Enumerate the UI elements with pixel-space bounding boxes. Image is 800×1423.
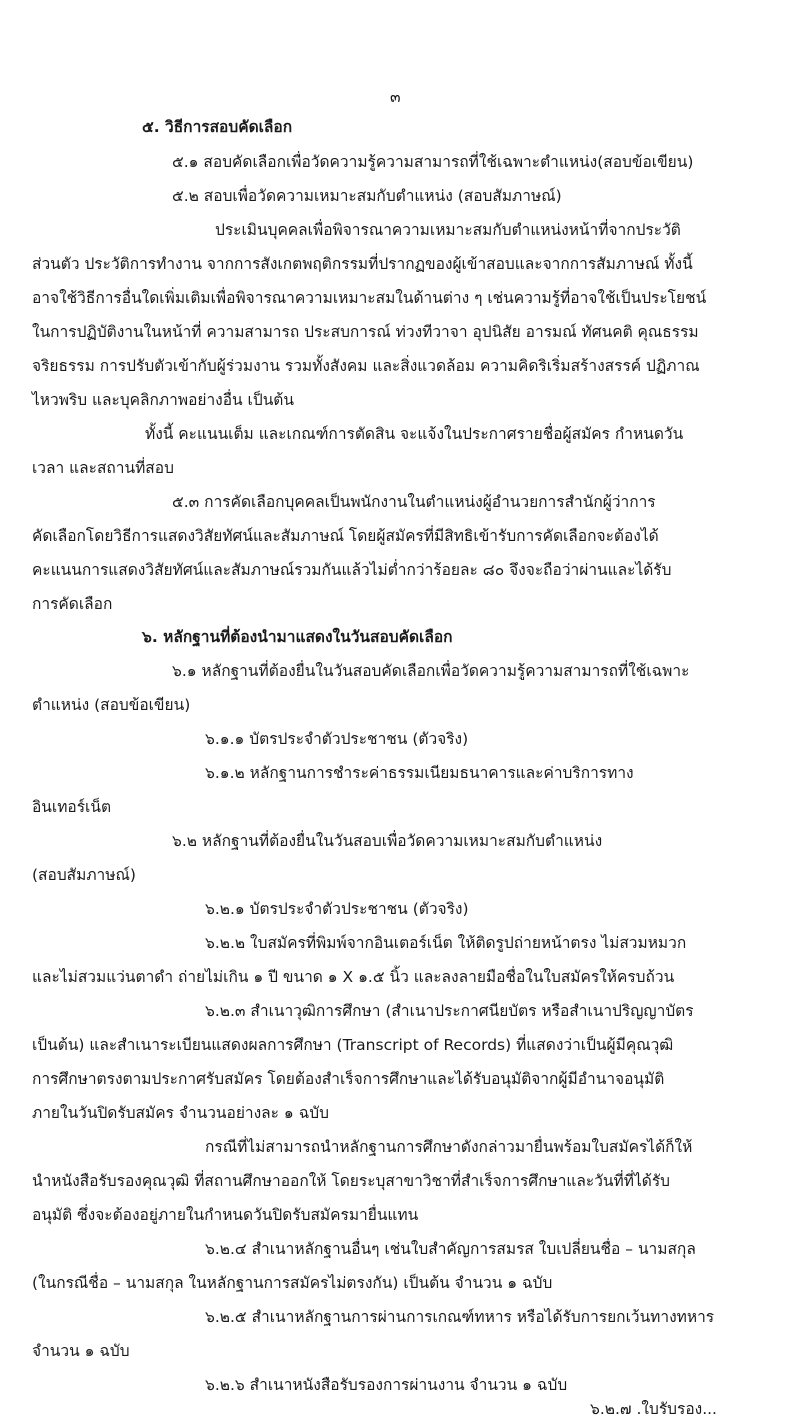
text-line: ทั้งนี้ คะแนนเต็ม และเกณฑ์การตัดสิน จะแจ้งในประกาศรายชื่อผู้สมัคร กำหนดวัน — [145, 425, 684, 443]
text-line: ตำแหน่ง (สอบข้อเขียน) — [32, 696, 191, 714]
text-line: คัดเลือกโดยวิธีการแสดงวิสัยทัศน์และสัมภาษณ์ โดยผู้สมัครที่มีสิทธิเข้ารับการคัดเลือกจะต้องได้ — [32, 527, 659, 545]
text-line: ๖.๑.๒ หลักฐานการชำระค่าธรรมเนียมธนาคารและค่าบริการทาง — [205, 764, 634, 782]
text-line: ๖.๒.๕ สำเนาหลักฐานการผ่านการเกณฑ์ทหาร หรือได้รับการยกเว้นทางทหาร — [205, 1308, 715, 1326]
text-line: ส่วนตัว ประวัติการทำงาน จากการสังเกตพฤติกรรมที่ปรากฏของผู้เข้าสอบและจากการสัมภาษณ์ ทั้งนี้ — [32, 255, 693, 273]
section-heading: ๕. วิธีการสอบคัดเลือก — [142, 118, 293, 136]
text-line: นำหนังสือรับรองคุณวุฒิ ที่สถานศึกษาออกให้ โดยระบุสาขาวิชาที่สำเร็จการศึกษาและวันที่ที่ได้รับ — [32, 1172, 670, 1190]
text-line: กรณีที่ไม่สามารถนำหลักฐานการศึกษาดังกล่าวมายื่นพร้อมใบสมัครได้ก็ให้ — [205, 1138, 693, 1156]
text-line: ๖.๒.๒ ใบสมัครที่พิมพ์จากอินเตอร์เน็ต ให้ติดรูปถ่ายหน้าตรง ไม่สวมหมวก — [205, 934, 687, 952]
text-line: และไม่สวมแว่นตาดำ ถ่ายไม่เกิน ๑ ปี ขนาด ๑ X ๑.๕ นิ้ว และลงลายมือชื่อในใบสมัครให้ครบถ้วน — [32, 968, 675, 986]
text-line: ๕.๑ สอบคัดเลือกเพื่อวัดความรู้ความสามารถที่ใช้เฉพาะตำแหน่ง(สอบข้อเขียน) — [172, 153, 694, 171]
text-line: ๖.๒ หลักฐานที่ต้องยื่นในวันสอบเพื่อวัดความเหมาะสมกับตำแหน่ง — [172, 832, 603, 850]
text-line: ภายในวันปิดรับสมัคร จำนวนอย่างละ ๑ ฉบับ — [32, 1104, 329, 1122]
text-line: ในการปฏิบัติงานในหน้าที่ ความสามารถ ประสบการณ์ ท่วงทีวาจา อุปนิสัย อารมณ์ ทัศนคติ คุณธรรม — [32, 323, 699, 341]
text-line: ๖.๒.๔ สำเนาหลักฐานอื่นๆ เช่นใบสำคัญการสมรส ใบเปลี่ยนชื่อ – นามสกุล — [205, 1240, 696, 1258]
text-line: ๕.๓ การคัดเลือกบุคคลเป็นพนักงานในตำแหน่งผู้อำนวยการสำนักผู้ว่าการ — [172, 493, 656, 511]
text-line: ๖.๒.๑ บัตรประจำตัวประชาชน (ตัวจริง) — [205, 900, 469, 918]
page-number: ๓ — [390, 88, 401, 106]
text-line: การคัดเลือก — [32, 595, 113, 613]
text-line: อาจใช้วิธีการอื่นใดเพิ่มเติมเพื่อพิจารณาความเหมาะสมในด้านต่าง ๆ เช่นความรู้ที่อาจใช้เป็นประโยชน์ — [32, 289, 707, 307]
text-line: คะแนนการแสดงวิสัยทัศน์และสัมภาษณ์รวมกันแล้วไม่ต่ำกว่าร้อยละ ๘๐ จึงจะถือว่าผ่านและได้รับ — [32, 561, 672, 579]
text-line: (สอบสัมภาษณ์) — [32, 866, 136, 884]
text-line: อนุมัติ ซึ่งจะต้องอยู่ภายในกำหนดวันปิดรับสมัครมายื่นแทน — [32, 1206, 419, 1224]
text-line: ประเมินบุคคลเพื่อพิจารณาความเหมาะสมกับตำแหน่งหน้าที่จากประวัติ — [215, 221, 681, 239]
text-line: (ในกรณีชื่อ – นามสกุล ในหลักฐานการสมัครไม่ตรงกัน) เป็นต้น จำนวน ๑ ฉบับ — [32, 1274, 553, 1292]
text-line: การศึกษาตรงตามประกาศรับสมัคร โดยต้องสำเร็จการศึกษาและได้รับอนุมัติจากผู้มีอำนาจอนุมัติ — [32, 1070, 665, 1088]
text-line: ๖.๒.๖ สำเนาหนังสือรับรองการผ่านงาน จำนวน ๑ ฉบับ — [205, 1376, 568, 1394]
text-line: ๖.๑.๑ บัตรประจำตัวประชาชน (ตัวจริง) — [205, 730, 469, 748]
text-line: เวลา และสถานที่สอบ — [32, 459, 174, 477]
text-line: จำนวน ๑ ฉบับ — [32, 1342, 130, 1360]
text-line: เป็นต้น) และสำเนาระเบียนแสดงผลการศึกษา (Transcript of Records) ที่แสดงว่าเป็นผู้มีคุณวุฒิ — [32, 1036, 674, 1054]
text-line: อินเทอร์เน็ต — [32, 798, 112, 816]
text-line: จริยธรรม การปรับตัวเข้ากับผู้ร่วมงาน รวมทั้งสังคม และสิ่งแวดล้อม ความคิดริเริ่มสร้างสรรค์ ปฏิภาณ — [32, 357, 700, 375]
text-line: ไหวพริบ และบุคลิกภาพอย่างอื่น เป็นต้น — [32, 391, 294, 409]
text-line: ๖.๒.๗ .ใบรับรอง... — [590, 1400, 717, 1418]
text-line: ๖.๑ หลักฐานที่ต้องยื่นในวันสอบคัดเลือกเพื่อวัดความรู้ความสามารถที่ใช้เฉพาะ — [172, 662, 690, 680]
text-line: ๕.๒ สอบเพื่อวัดความเหมาะสมกับตำแหน่ง (สอบสัมภาษณ์) — [172, 187, 562, 205]
section-heading: ๖. หลักฐานที่ต้องนำมาแสดงในวันสอบคัดเลือก — [142, 628, 453, 646]
text-line: ๖.๒.๓ สำเนาวุฒิการศึกษา (สำเนาประกาศนียบัตร หรือสำเนาปริญญาบัตร — [205, 1002, 694, 1020]
